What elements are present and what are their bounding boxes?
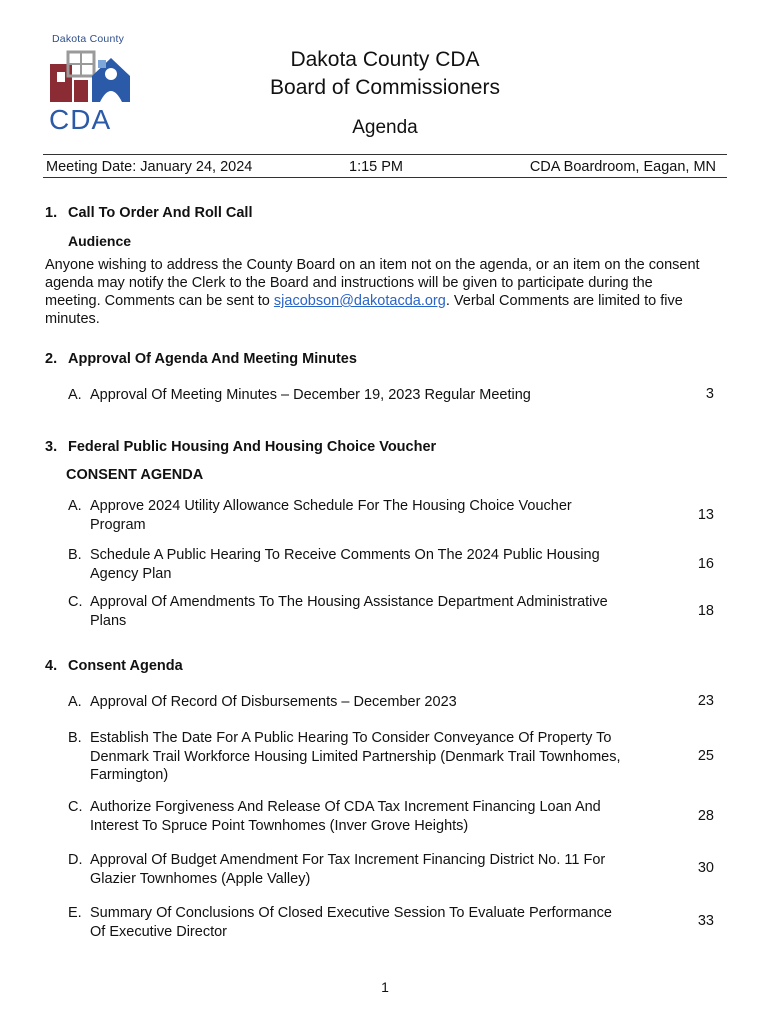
item-text: Establish The Date For A Public Hearing To Consider Conveyance Of Property To Denmark Trail Workforce Housing Limited Partnership (Denmark Trail Townhomes, Farmington) xyxy=(90,730,621,783)
section-subheading: Audience xyxy=(68,233,132,249)
item-page-number: 13 xyxy=(697,507,714,523)
item-page-number: 30 xyxy=(697,860,714,876)
item-letter: D. xyxy=(68,852,83,868)
agenda-item xyxy=(68,798,628,835)
item-text: Approval Of Record Of Disbursements – December 2023 xyxy=(90,694,457,710)
section-title: Approval Of Agenda And Meeting Minutes xyxy=(68,351,357,367)
item-page-number: 28 xyxy=(697,808,714,824)
agenda-item xyxy=(68,386,628,405)
email-link[interactable]: sjacobson@dakotacda.org xyxy=(273,293,446,309)
page-number: 1 xyxy=(381,979,389,995)
logo-org-name: Dakota County xyxy=(52,33,125,45)
item-text: Approval Of Amendments To The Housing Assistance Department Administrative Plans xyxy=(90,594,608,629)
item-page-number: 18 xyxy=(697,603,714,619)
item-letter: E. xyxy=(68,905,82,921)
item-letter: C. xyxy=(68,594,83,610)
document-type: Agenda xyxy=(352,117,418,138)
section-heading xyxy=(45,205,253,221)
section-number: 2. xyxy=(45,351,58,367)
item-letter: A. xyxy=(68,387,82,403)
header-rule-top xyxy=(43,154,727,155)
agenda-item xyxy=(68,729,628,785)
item-page-number: 16 xyxy=(697,556,714,572)
agenda-item xyxy=(68,693,628,712)
section-number: 4. xyxy=(45,658,58,674)
item-page-number: 33 xyxy=(697,913,714,929)
item-page-number: 23 xyxy=(697,693,714,709)
item-text: Authorize Forgiveness And Release Of CDA Tax Increment Financing Loan And Interest To Spruce Point Townhomes (Inver Grove Heights) xyxy=(90,799,601,834)
item-text: Schedule A Public Hearing To Receive Comments On The 2024 Public Housing Agency Plan xyxy=(90,547,600,582)
item-page-number: 3 xyxy=(705,386,714,402)
item-letter: B. xyxy=(68,547,82,563)
section-title: Consent Agenda xyxy=(68,658,183,674)
section-number: 1. xyxy=(45,205,58,221)
logo-abbr: CDA xyxy=(49,104,112,135)
section-title: Federal Public Housing And Housing Choice Voucher xyxy=(68,439,437,455)
item-letter: B. xyxy=(68,730,82,746)
meeting-location: CDA Boardroom, Eagan, MN xyxy=(529,159,716,175)
audience-text: Anyone wishing to address the County Board on an item not on the agenda, or an item on the consent agenda may notify the Clerk to the Board and instructions will be given to participate during the meeting. Comments can be sent to xyxy=(45,257,700,309)
item-letter: A. xyxy=(68,694,82,710)
agenda-item xyxy=(68,546,628,583)
item-page-number: 25 xyxy=(697,748,714,764)
section-subheading: CONSENT AGENDA xyxy=(66,467,204,483)
audience-paragraph xyxy=(45,256,705,328)
item-text: Approval Of Budget Amendment For Tax Increment Financing District No. 11 For Glazier Townhomes (Apple Valley) xyxy=(90,852,606,887)
section-number: 3. xyxy=(45,439,58,455)
item-text: Approve 2024 Utility Allowance Schedule For The Housing Choice Voucher Program xyxy=(90,498,572,533)
page-subtitle: Board of Commissioners xyxy=(270,76,500,99)
agenda-item xyxy=(68,593,628,630)
audience-text-end: . Verbal Comments are limited to five minutes. xyxy=(45,293,683,327)
item-letter: C. xyxy=(68,799,83,815)
agenda-item xyxy=(68,851,628,888)
section-heading xyxy=(45,439,436,455)
section-heading xyxy=(45,658,183,674)
header-rule-bottom xyxy=(43,177,727,178)
page-title: Dakota County CDA xyxy=(290,48,480,71)
meeting-time: 1:15 PM xyxy=(349,159,403,175)
section-title: Call To Order And Roll Call xyxy=(68,205,253,221)
section-heading xyxy=(45,351,357,367)
item-letter: A. xyxy=(68,498,82,514)
agenda-item xyxy=(68,904,628,941)
meeting-date: Meeting Date: January 24, 2024 xyxy=(46,159,253,175)
agenda-item xyxy=(68,497,628,534)
item-text: Approval Of Meeting Minutes – December 19, 2023 Regular Meeting xyxy=(90,387,531,403)
item-text: Summary Of Conclusions Of Closed Executive Session To Evaluate Performance Of Executive Director xyxy=(90,905,612,940)
